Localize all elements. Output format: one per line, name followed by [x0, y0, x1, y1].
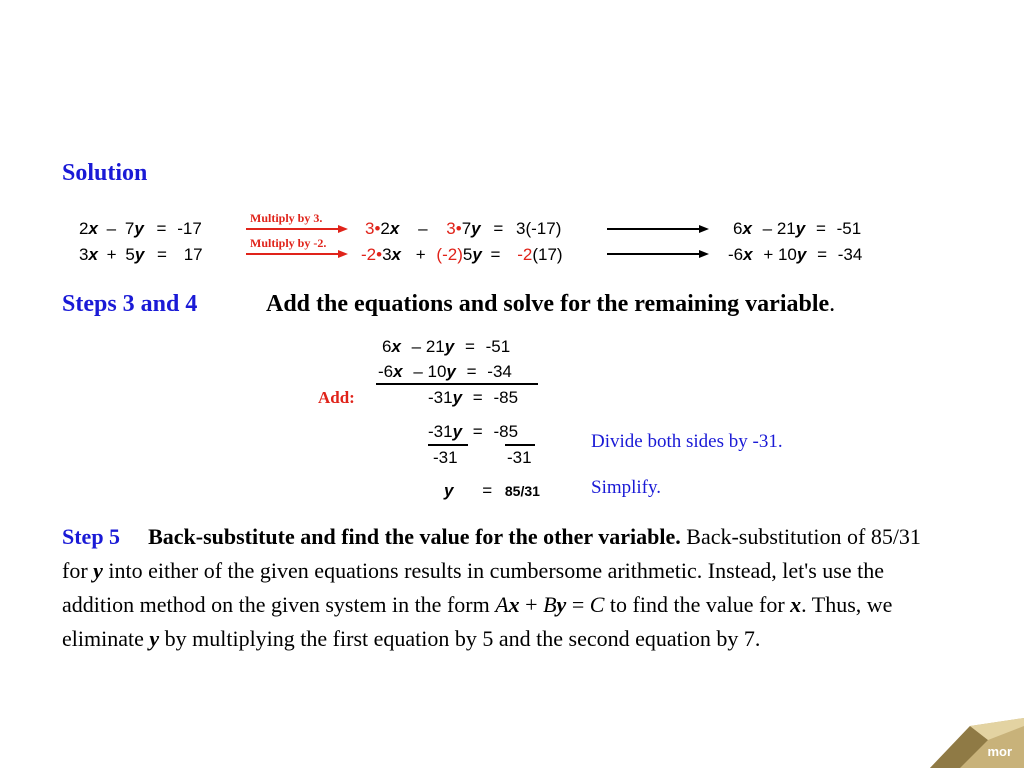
multiplied-equation-1: 3•2x – 3•7y = 3(-17)	[365, 219, 562, 238]
fraction-bar-right	[505, 444, 535, 446]
more-button-label: mor	[987, 744, 1012, 759]
simplify-note: Simplify.	[591, 477, 662, 498]
sum-rule	[376, 383, 538, 385]
fraction-bar-left	[428, 444, 468, 446]
red-arrow-2	[246, 250, 348, 258]
denominator-left: -31	[433, 448, 458, 467]
red-arrow-1	[246, 225, 348, 233]
step-5-label: Step 5	[62, 524, 121, 549]
solution-heading: Solution	[62, 160, 148, 186]
step-5-paragraph: Step 5 Back-substitute and find the value for the other variable. Back-substitution of 85/31 for y into either of the given equations results in cumbersome arithmetic. Instead, let's use the addition method on the given system in the form Ax + By = C to find the value for x. Thus, we eliminate y by multiplying the first equation by 5 and the second equation by 7.	[62, 524, 921, 651]
add-label: Add:	[318, 388, 355, 407]
steps-3-4-label: Steps 3 and 4	[62, 291, 198, 317]
black-arrow-2	[607, 250, 709, 258]
y-result: y = 85/31	[444, 481, 540, 500]
more-button[interactable]	[930, 718, 1024, 768]
equation-2: 3x + 5y = 17	[79, 245, 203, 264]
equation-1: 2x – 7y = -17	[79, 219, 202, 238]
multiply-by-neg2-label: Multiply by -2.	[250, 236, 327, 250]
sum-row-1: 6x – 21y = -51	[382, 337, 511, 356]
multiply-by-3-label: Multiply by 3.	[250, 211, 323, 225]
page-curl-icon	[930, 718, 1024, 768]
steps-3-4-title: Add the equations and solve for the remaining variable.	[266, 291, 836, 317]
multiplied-equation-2: -2•3x + (-2)5y = -2(17)	[361, 245, 563, 264]
divide-note: Divide both sides by -31.	[591, 431, 783, 452]
sum-result: -31y = -85	[428, 388, 519, 407]
result-equation-1: 6x – 21y = -51	[733, 219, 862, 238]
denominator-right: -31	[507, 448, 532, 467]
step-5-title: Back-substitute and find the value for the other variable.	[148, 524, 681, 549]
division-numerator: -31y = -85	[428, 422, 519, 441]
result-equation-2: -6x + 10y = -34	[728, 245, 863, 264]
sum-row-2: -6x – 10y = -34	[378, 362, 512, 381]
black-arrow-1	[607, 225, 709, 233]
